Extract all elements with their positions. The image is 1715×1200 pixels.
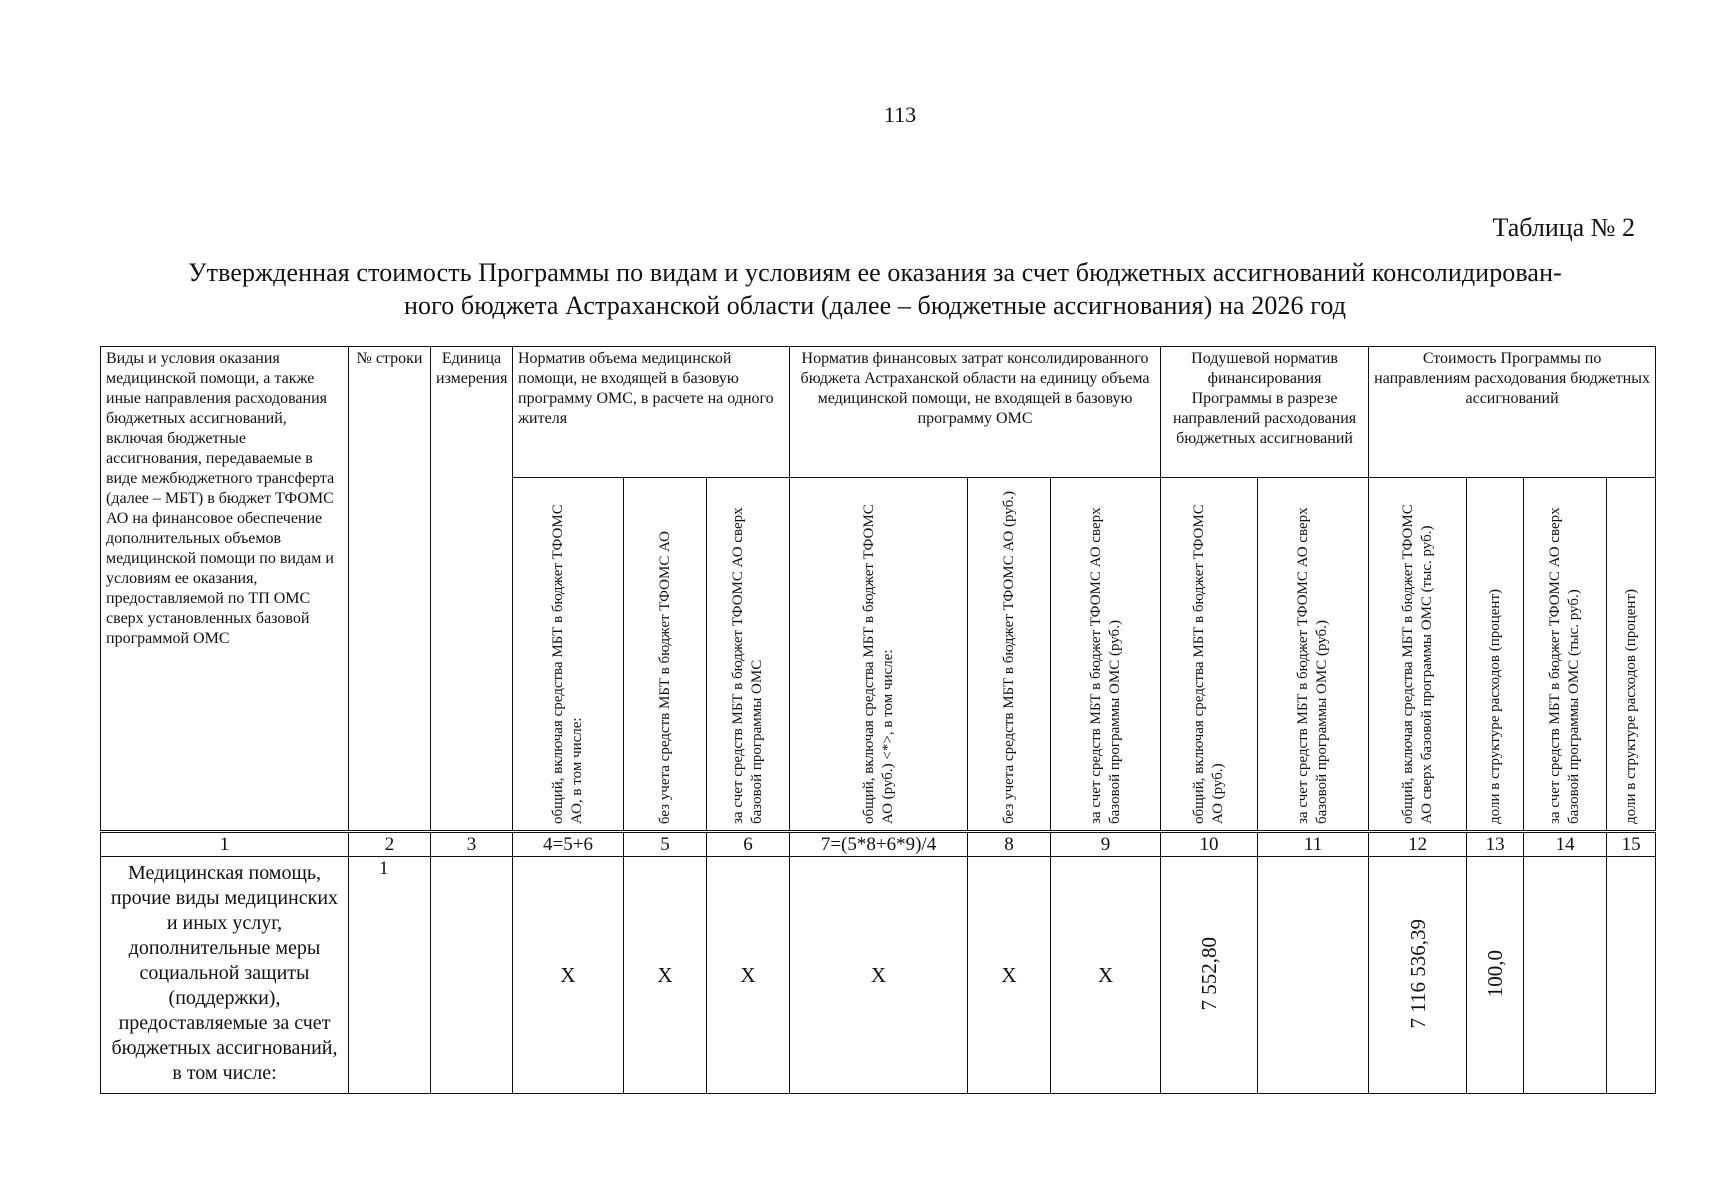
header-col-13 bbox=[1467, 478, 1524, 832]
page-number: 113 bbox=[883, 102, 917, 127]
cell-col-10-value: 7 552,80 bbox=[1197, 936, 1222, 1011]
column-number: 14 bbox=[1524, 832, 1607, 857]
header-row-groups bbox=[101, 347, 1656, 478]
header-col-14 bbox=[1524, 478, 1607, 832]
header-col-14-label: за счет средств МБТ в бюджет ТФОМС АО сверх базовой программы ОМС (тыс. руб.) bbox=[1547, 507, 1583, 824]
column-number: 8 bbox=[968, 832, 1051, 857]
column-number: 11 bbox=[1258, 832, 1369, 857]
cell-col-11 bbox=[1258, 857, 1369, 1094]
column-number: 1 bbox=[101, 832, 349, 857]
cell-col-13-value: 100,0 bbox=[1483, 949, 1508, 998]
column-number: 12 bbox=[1369, 832, 1467, 857]
header-percapita-norm: Подушевой норматив финансирования Программы в разрезе направлений расходования бюджетных ассигнований bbox=[1161, 347, 1369, 478]
cell-col-14 bbox=[1524, 857, 1607, 1094]
header-col-8 bbox=[968, 478, 1051, 832]
cell-col-4: Х bbox=[513, 857, 624, 1094]
header-cost-norm: Норматив финансовых затрат консолидированного бюджета Астраханской области на единицу объема медицинской помощи, не входящей в базовую программу ОМС bbox=[790, 347, 1161, 478]
header-col-11-label: за счет средств МБТ в бюджет ТФОМС АО сверх базовой программы ОМС (руб.) bbox=[1295, 507, 1331, 824]
header-col-6-label: за счет средств МБТ в бюджет ТФОМС АО сверх базовой программы ОМС bbox=[730, 507, 765, 824]
column-number: 3 bbox=[431, 832, 513, 857]
column-number: 2 bbox=[349, 832, 431, 857]
cell-col-6: Х bbox=[707, 857, 790, 1094]
column-number: 5 bbox=[624, 832, 707, 857]
header-col-8-label: без учета средств МБТ в бюджет ТФОМС АО (руб.) bbox=[1000, 491, 1017, 824]
header-col-5 bbox=[624, 478, 707, 832]
header-col-12 bbox=[1369, 478, 1467, 832]
header-volume-norm: Норматив объема медицинской помощи, не входящей в базовую программу ОМС, в расчете на одного жителя bbox=[513, 347, 790, 478]
header-col-7 bbox=[790, 478, 968, 832]
column-number: 10 bbox=[1161, 832, 1258, 857]
cell-col-8: Х bbox=[968, 857, 1051, 1094]
table-row bbox=[101, 857, 1656, 1094]
header-col-10-label: общий, включая средства МБТ в бюджет ТФОМС АО (руб.) bbox=[1191, 504, 1227, 824]
table-label: Таблица № 2 bbox=[1492, 213, 1635, 242]
column-number: 4=5+6 bbox=[513, 832, 624, 857]
header-col-9-label: за счет средств МБТ в бюджет ТФОМС АО сверх базовой программы ОМС (руб.) bbox=[1087, 507, 1123, 824]
title-line-1: Утвержденная стоимость Программы по видам и условиям ее оказания за счет бюджетных ассигнований консолидирован- bbox=[188, 258, 1562, 287]
cell-col-12 bbox=[1369, 857, 1467, 1094]
header-col-13-label: доли в структуре расходов (процент) bbox=[1486, 589, 1503, 824]
title-line-2: ного бюджета Астраханской области (далее – бюджетные ассигнования) на 2026 год bbox=[403, 291, 1347, 320]
header-col-6 bbox=[707, 478, 790, 832]
header-col-9 bbox=[1051, 478, 1161, 832]
column-number: 13 bbox=[1467, 832, 1524, 857]
header-row-number: № строки bbox=[349, 347, 431, 832]
header-col-15-label: доли в структуре расходов (процент) bbox=[1622, 589, 1639, 824]
header-col-4 bbox=[513, 478, 624, 832]
header-unit: Единица измерения bbox=[431, 347, 513, 832]
column-number-row bbox=[101, 832, 1656, 857]
cell-col-12-value: 7 116 536,39 bbox=[1405, 918, 1430, 1029]
cell-col-15 bbox=[1607, 857, 1656, 1094]
header-col-11 bbox=[1258, 478, 1369, 832]
cell-col-7: Х bbox=[790, 857, 968, 1094]
header-col-15 bbox=[1607, 478, 1656, 832]
row-name: Медицинская помощь, прочие виды медицинских и иных услуг, дополнительные меры социальной защиты (поддержки), предоставляемые за счет бюджетных ассигнований, в том числе: bbox=[101, 857, 349, 1094]
cell-col-9: Х bbox=[1051, 857, 1161, 1094]
header-col-4-label: общий, включая средства МБТ в бюджет ТФОМС АО, в том числе: bbox=[550, 504, 585, 824]
row-unit bbox=[431, 857, 513, 1094]
column-number: 15 bbox=[1607, 832, 1656, 857]
cell-col-5: Х bbox=[624, 857, 707, 1094]
column-number: 6 bbox=[707, 832, 790, 857]
header-col-7-label: общий, включая средства МБТ в бюджет ТФОМС АО (руб.) <*>, в том числе: bbox=[860, 504, 896, 824]
cost-table bbox=[100, 346, 1656, 1094]
row-number: 1 bbox=[349, 857, 431, 1094]
header-program-cost: Стоимость Программы по направлениям расходования бюджетных ассигнований bbox=[1369, 347, 1656, 478]
header-col-5-label: без учета средств МБТ в бюджет ТФОМС АО bbox=[656, 530, 673, 824]
cell-col-10 bbox=[1161, 857, 1258, 1094]
cell-col-13 bbox=[1467, 857, 1524, 1094]
header-kinds-of-care: Виды и условия оказания медицинской помощи, а также иные направления расходования бюджетных ассигнований, включая бюджетные ассигнования, передаваемые в виде межбюджетного трансферта (далее – МБТ) в бюджет ТФОМС АО на финансовое обеспечение дополнительных объемов медицинской помощи по видам и условиям ее оказания, предоставляемой по ТП ОМС сверх установленных базовой программой ОМС bbox=[101, 347, 349, 832]
header-col-10 bbox=[1161, 478, 1258, 832]
header-col-12-label: общий, включая средства МБТ в бюджет ТФОМС АО сверх базовой программы ОМС (тыс. руб.) bbox=[1399, 504, 1435, 824]
column-number: 9 bbox=[1051, 832, 1161, 857]
column-number: 7=(5*8+6*9)/4 bbox=[790, 832, 968, 857]
document-title bbox=[150, 256, 1600, 322]
